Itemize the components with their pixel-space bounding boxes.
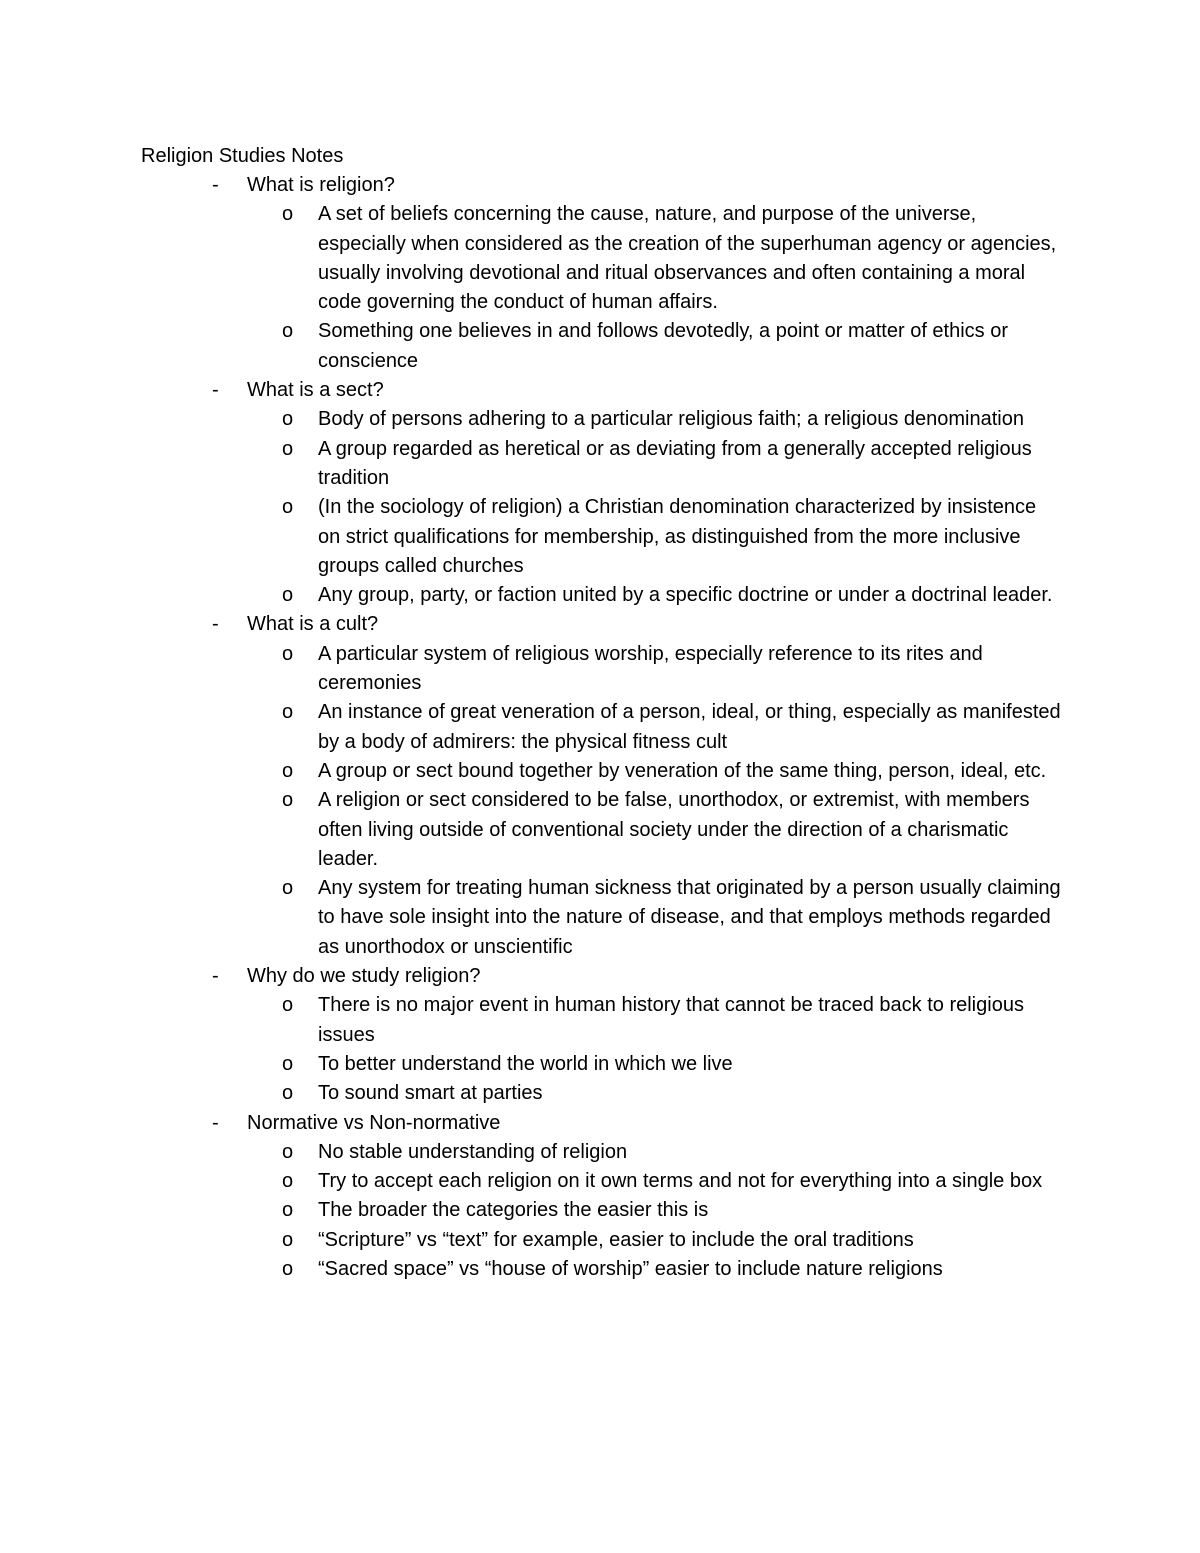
circle-bullet-icon: o — [282, 789, 294, 812]
outline-section — [0, 962, 1200, 1108]
document-title: Religion Studies Notes — [141, 145, 344, 167]
list-item — [0, 200, 1200, 317]
circle-bullet-icon: o — [282, 584, 294, 607]
section-heading-row — [0, 171, 1200, 200]
section-heading: What is a cult? — [247, 613, 379, 636]
dash-bullet-icon: - — [212, 613, 219, 636]
section-heading: What is a sect? — [247, 379, 384, 402]
list-item-text: Body of persons adhering to a particular religious faith; a religious denomination — [318, 408, 1024, 431]
list-item — [0, 698, 1200, 757]
list-item-text: A particular system of religious worship, especially reference to its rites and ceremonies — [318, 642, 983, 695]
outline-section — [0, 610, 1200, 962]
circle-bullet-icon: o — [282, 642, 294, 665]
circle-bullet-icon: o — [282, 759, 294, 782]
circle-bullet-icon: o — [282, 437, 294, 460]
circle-bullet-icon: o — [282, 877, 294, 900]
sub-bullet-list — [0, 405, 1200, 610]
list-item — [0, 435, 1200, 494]
circle-bullet-icon: o — [282, 1082, 294, 1105]
list-item-text: There is no major event in human history that cannot be traced back to religious issues — [318, 994, 1024, 1046]
list-item-text: To sound smart at parties — [318, 1082, 543, 1105]
list-item — [0, 991, 1200, 1050]
list-item-text: The broader the categories the easier this is — [318, 1199, 709, 1222]
outline-section — [0, 1109, 1200, 1285]
list-item-text: A group regarded as heretical or as deviating from a generally accepted religious tradition — [318, 437, 1032, 489]
section-heading-row — [0, 376, 1200, 405]
list-item — [0, 874, 1200, 962]
list-item-text: (In the sociology of religion) a Christian denomination characterized by insistence on strict qualifications for membership, as distinguished from the more inclusive groups called churches — [318, 496, 1037, 577]
list-item — [0, 581, 1200, 610]
section-heading: What is religion? — [247, 174, 395, 196]
sub-bullet-list — [0, 1138, 1200, 1284]
circle-bullet-icon: o — [282, 1140, 294, 1163]
list-item-text: No stable understanding of religion — [318, 1140, 628, 1163]
list-item — [0, 1226, 1200, 1255]
section-heading-row — [0, 610, 1200, 639]
notes-outline — [0, 171, 1200, 1284]
outline-section — [0, 171, 1200, 376]
dash-bullet-icon: - — [212, 1111, 219, 1134]
list-item — [0, 640, 1200, 699]
list-item-text: “Sacred space” vs “house of worship” easier to include nature religions — [318, 1257, 943, 1280]
section-heading-row — [0, 962, 1200, 991]
circle-bullet-icon: o — [282, 701, 294, 724]
section-heading: Normative vs Non-normative — [247, 1111, 501, 1134]
list-item — [0, 405, 1200, 434]
sub-bullet-list — [0, 991, 1200, 1108]
sub-bullet-list — [0, 640, 1200, 962]
list-item — [0, 786, 1200, 874]
list-item-text: Try to accept each religion on it own terms and not for everything into a single box — [318, 1170, 1043, 1193]
circle-bullet-icon: o — [282, 320, 294, 343]
list-item — [0, 1255, 1200, 1284]
dash-bullet-icon: - — [212, 174, 219, 196]
list-item-text: Something one believes in and follows devotedly, a point or matter of ethics or conscience — [318, 320, 1009, 372]
list-item-text: A religion or sect considered to be false, unorthodox, or extremist, with members often living outside of conventional society under the direction of a charismatic leader. — [318, 789, 1030, 870]
sub-bullet-list — [0, 200, 1200, 376]
list-item-text: “Scripture” vs “text” for example, easier to include the oral traditions — [318, 1228, 914, 1251]
list-item-text: A set of beliefs concerning the cause, nature, and purpose of the universe, especially when considered as the creation of the superhuman agency or agencies, usually involving devotional and ritual observances and often containing a moral code governing the conduct of human affairs. — [318, 203, 1057, 314]
circle-bullet-icon: o — [282, 1199, 294, 1222]
circle-bullet-icon: o — [282, 408, 294, 431]
list-item-text: An instance of great veneration of a person, ideal, or thing, especially as manifested by a body of admirers: the physical fitness cult — [318, 701, 1061, 753]
list-item-text: Any group, party, or faction united by a specific doctrine or under a doctrinal leader. — [318, 584, 1053, 607]
list-item — [0, 317, 1200, 376]
circle-bullet-icon: o — [282, 1228, 294, 1251]
circle-bullet-icon: o — [282, 203, 294, 226]
list-item — [0, 1138, 1200, 1167]
list-item — [0, 1196, 1200, 1225]
list-item — [0, 493, 1200, 581]
circle-bullet-icon: o — [282, 994, 294, 1017]
dash-bullet-icon: - — [212, 379, 219, 402]
circle-bullet-icon: o — [282, 1170, 294, 1193]
list-item-text: A group or sect bound together by veneration of the same thing, person, ideal, etc. — [318, 759, 1047, 782]
list-item — [0, 1050, 1200, 1079]
list-item — [0, 1079, 1200, 1108]
list-item — [0, 757, 1200, 786]
list-item-text: To better understand the world in which we live — [318, 1052, 733, 1075]
section-heading-row — [0, 1109, 1200, 1138]
circle-bullet-icon: o — [282, 1052, 294, 1075]
section-heading: Why do we study religion? — [247, 965, 481, 988]
circle-bullet-icon: o — [282, 1257, 294, 1280]
list-item — [0, 1167, 1200, 1196]
circle-bullet-icon: o — [282, 496, 294, 519]
outline-section — [0, 376, 1200, 610]
dash-bullet-icon: - — [212, 965, 219, 988]
list-item-text: Any system for treating human sickness that originated by a person usually claiming to have sole insight into the nature of disease, and that employs methods regarded as unorthodox or unscientific — [318, 877, 1061, 958]
